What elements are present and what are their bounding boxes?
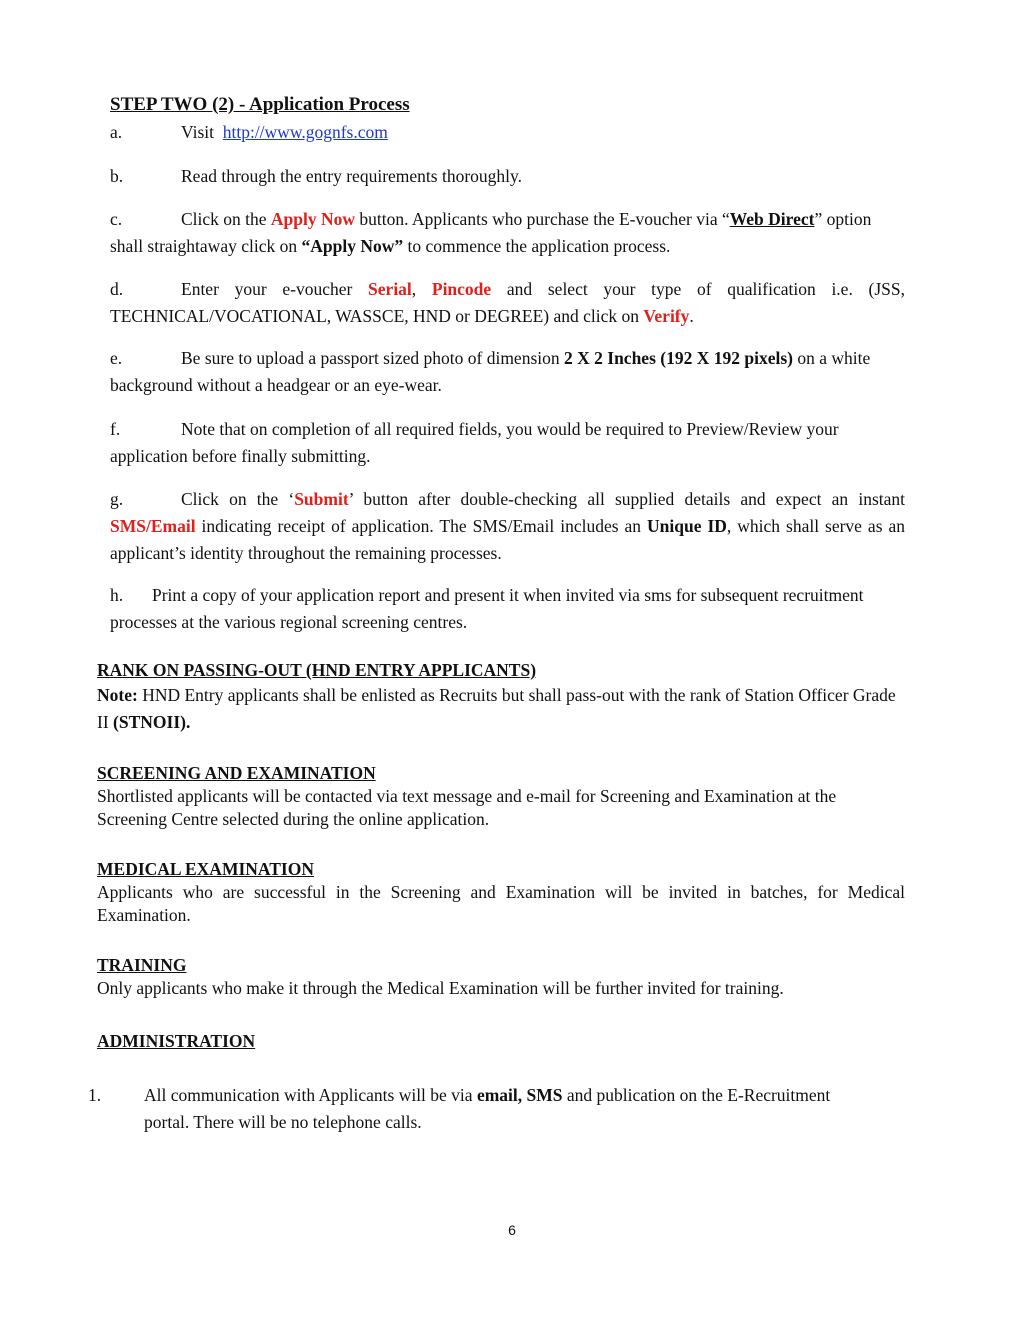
item-text: Note that on completion of all required fields, you would be required to Preview/Review your application before finally submitting. xyxy=(110,419,839,466)
channels-highlight: email, SMS xyxy=(476,1085,563,1105)
item-label: b. xyxy=(110,166,124,186)
step-item-g xyxy=(110,486,905,567)
item-text: to commence the application process. xyxy=(403,236,671,256)
administration-item-1 xyxy=(88,1082,848,1136)
item-label: e. xyxy=(110,348,123,368)
item-text: and select your type of qualification i.e. (JSS, TECHNICAL/VOCATIONAL, WASSCE, HND or DEGREE) and click on xyxy=(110,279,905,326)
administration-item-text xyxy=(144,1082,848,1136)
step-item-a xyxy=(110,119,905,146)
step-item-d xyxy=(110,276,905,330)
unique-id-highlight: Unique ID xyxy=(647,516,727,536)
item-text: on a white background without a headgear or an eye-wear. xyxy=(110,348,871,395)
item-text: Read through the entry requirements thoroughly. xyxy=(181,166,523,186)
verify-highlight: Verify xyxy=(643,306,690,326)
gognfs-link[interactable]: http://www.gognfs.com xyxy=(222,122,388,142)
submit-highlight: Submit xyxy=(294,489,349,509)
step-item-b xyxy=(110,163,905,190)
item-text: Click on the ‘ xyxy=(181,489,295,509)
item-text: ’ button after double-checking all supplied details and expect an instant xyxy=(348,489,906,509)
step-item-c xyxy=(110,206,905,260)
rank-section xyxy=(97,659,905,736)
item-label: g. xyxy=(110,489,124,509)
rank-code: (STNOII). xyxy=(113,712,191,732)
medical-text: Applicants who are successful in the Screening and Examination will be invited in batches, for Medical Examination. xyxy=(97,882,905,925)
sms-email-highlight: SMS/Email xyxy=(110,516,196,536)
item-number: 1. xyxy=(88,1085,102,1105)
item-text: Print a copy of your application report and present it when invited via sms for subsequent recruitment processes at the various regional screening centres. xyxy=(110,585,864,632)
screening-section xyxy=(97,762,905,831)
item-text: All communication with Applicants will be via xyxy=(144,1085,477,1105)
item-text: Be sure to upload a passport sized photo of dimension xyxy=(181,348,564,368)
item-text: and publication on the E-Recruitment portal. There will be no telephone calls. xyxy=(144,1085,831,1132)
training-section xyxy=(97,954,905,1000)
item-label: h. xyxy=(110,585,124,605)
item-text: , which shall serve as an applicant’s identity throughout the remaining processes. xyxy=(110,516,905,563)
training-text: Only applicants who make it through the Medical Examination will be further invited for training. xyxy=(97,978,784,998)
rank-body xyxy=(97,682,905,736)
step-two-title: STEP TWO (2) - Application Process xyxy=(110,94,410,115)
item-text: Click on the xyxy=(181,209,271,229)
apply-now-highlight: Apply Now xyxy=(270,209,356,229)
item-label: f. xyxy=(110,419,121,439)
administration-section xyxy=(97,1030,905,1053)
medical-heading: MEDICAL EXAMINATION xyxy=(97,859,314,879)
step-item-h xyxy=(110,582,905,636)
training-heading: TRAINING xyxy=(97,955,187,975)
visit-text: Visit xyxy=(181,122,214,142)
apply-now-quoted: “Apply Now” xyxy=(301,236,404,256)
page-number: 6 xyxy=(508,1222,516,1238)
item-text: button. Applicants who purchase the E-voucher via “ xyxy=(355,209,730,229)
web-direct-highlight: Web Direct xyxy=(729,209,815,229)
item-text: . xyxy=(689,306,694,326)
step-item-e xyxy=(110,345,905,399)
item-text: indicating receipt of application. The SMS/Email includes an xyxy=(195,516,648,536)
screening-text: Shortlisted applicants will be contacted via text message and e-mail for Screening and Examination at the Screening Centre selected during the online application. xyxy=(97,786,837,829)
item-text: Enter your e-voucher xyxy=(181,279,369,299)
medical-section xyxy=(97,858,905,927)
item-text: , xyxy=(411,279,432,299)
note-label: Note: xyxy=(97,685,138,705)
item-label: c. xyxy=(110,209,123,229)
item-label: a. xyxy=(110,122,123,142)
item-text: ” option shall straightaway click on xyxy=(110,209,872,256)
pincode-highlight: Pincode xyxy=(431,279,492,299)
serial-highlight: Serial xyxy=(368,279,412,299)
step-item-f xyxy=(110,416,905,470)
administration-heading: ADMINISTRATION xyxy=(97,1031,256,1051)
screening-heading: SCREENING AND EXAMINATION xyxy=(97,763,376,783)
photo-dimension: 2 X 2 Inches (192 X 192 pixels) xyxy=(564,348,793,368)
item-label: d. xyxy=(110,279,124,299)
rank-text: HND Entry applicants shall be enlisted as Recruits but shall pass-out with the rank of Station Officer Grade II xyxy=(97,685,896,732)
rank-heading: RANK ON PASSING-OUT (HND ENTRY APPLICANTS) xyxy=(97,660,537,680)
